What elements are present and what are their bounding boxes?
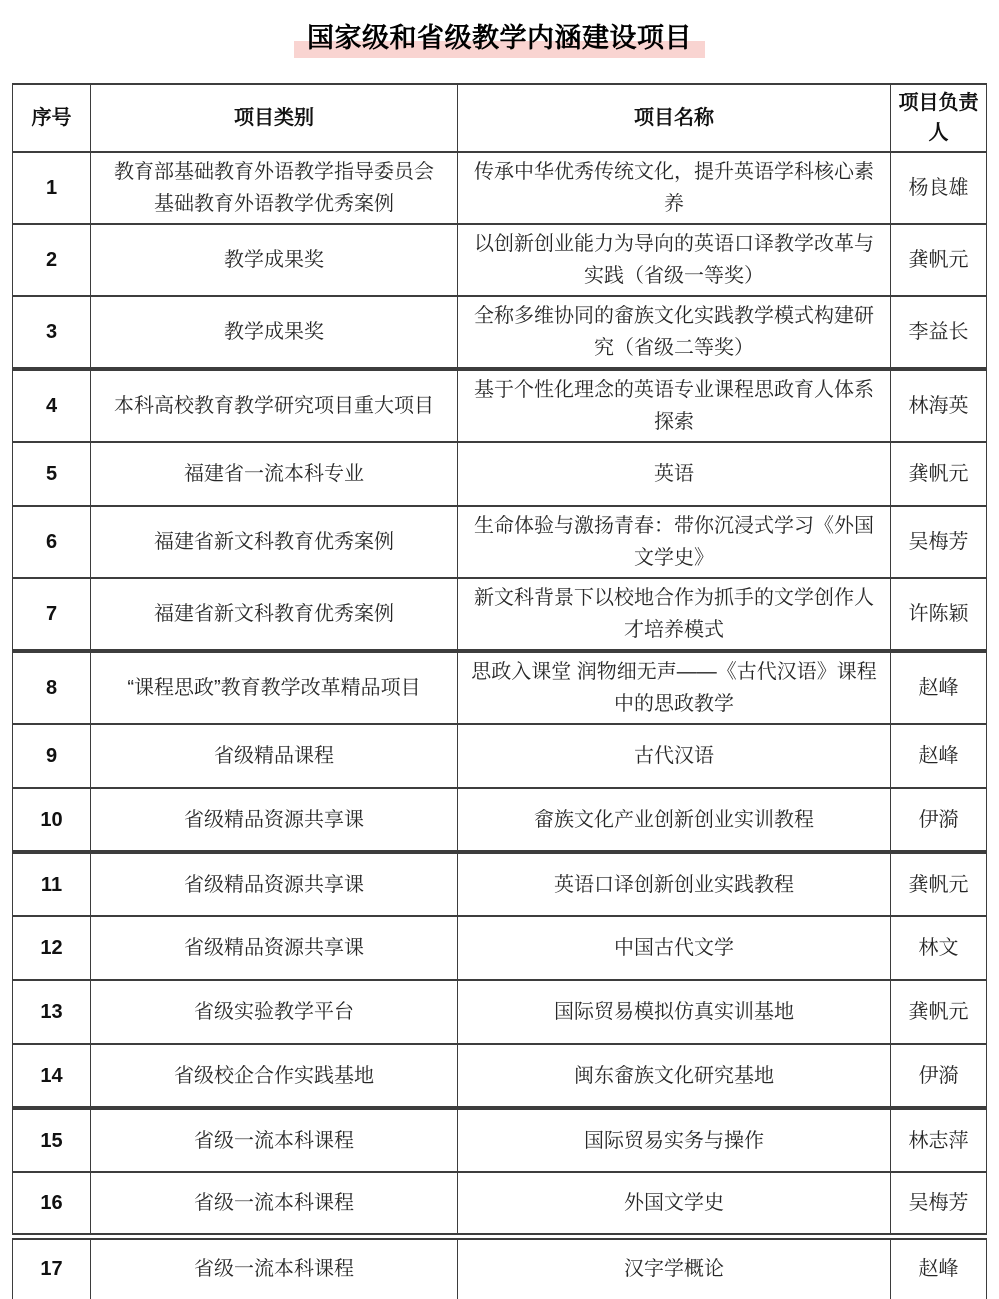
table-header (13, 84, 987, 152)
leader-cell: 龚帆元 (891, 852, 987, 916)
header-project-name: 项目名称 (458, 84, 891, 152)
category-cell: “课程思政”教育教学改革精品项目 (91, 651, 458, 724)
category-cell: 省级实验教学平台 (91, 980, 458, 1044)
category-cell: 省级一流本科课程 (91, 1236, 458, 1299)
table-row (13, 224, 987, 296)
category-cell: 省级一流本科课程 (91, 1108, 458, 1172)
table-row (13, 152, 987, 224)
row-number-cell: 17 (13, 1236, 91, 1299)
row-number-cell: 10 (13, 788, 91, 852)
row-number-cell: 13 (13, 980, 91, 1044)
category-cell: 福建省新文科教育优秀案例 (91, 506, 458, 578)
leader-cell: 林志萍 (891, 1108, 987, 1172)
category-cell: 教学成果奖 (91, 296, 458, 369)
leader-cell: 赵峰 (891, 1236, 987, 1299)
category-cell: 省级一流本科课程 (91, 1172, 458, 1236)
row-number-cell: 11 (13, 852, 91, 916)
table-row (13, 578, 987, 651)
header-row (13, 84, 987, 152)
page-title (0, 20, 999, 56)
project-name-cell: 国际贸易实务与操作 (458, 1108, 891, 1172)
category-cell: 福建省新文科教育优秀案例 (91, 578, 458, 651)
table-row (13, 1108, 987, 1172)
leader-cell: 赵峰 (891, 724, 987, 788)
category-cell: 省级精品课程 (91, 724, 458, 788)
row-number-cell: 3 (13, 296, 91, 369)
table-body (13, 152, 987, 1299)
table-row (13, 296, 987, 369)
table-row (13, 916, 987, 980)
leader-cell: 吴梅芳 (891, 506, 987, 578)
leader-cell: 赵峰 (891, 651, 987, 724)
project-name-cell: 国际贸易模拟仿真实训基地 (458, 980, 891, 1044)
leader-cell: 许陈颖 (891, 578, 987, 651)
category-cell: 省级精品资源共享课 (91, 916, 458, 980)
leader-cell: 李益长 (891, 296, 987, 369)
project-name-cell: 古代汉语 (458, 724, 891, 788)
project-name-cell: 英语口译创新创业实践教程 (458, 852, 891, 916)
table-row (13, 1236, 987, 1299)
project-name-cell: 全称多维协同的畲族文化实践教学模式构建研究（省级二等奖） (458, 296, 891, 369)
table-row (13, 788, 987, 852)
category-cell: 本科高校教育教学研究项目重大项目 (91, 369, 458, 442)
project-name-cell: 思政入课堂 润物细无声——《古代汉语》课程中的思政教学 (458, 651, 891, 724)
leader-cell: 林海英 (891, 369, 987, 442)
table-row (13, 724, 987, 788)
project-name-cell: 外国文学史 (458, 1172, 891, 1236)
project-name-cell: 汉字学概论 (458, 1236, 891, 1299)
project-name-cell: 新文科背景下以校地合作为抓手的文学创作人才培养模式 (458, 578, 891, 651)
row-number-cell: 4 (13, 369, 91, 442)
leader-cell: 龚帆元 (891, 442, 987, 506)
project-name-cell: 以创新创业能力为导向的英语口译教学改革与实践（省级一等奖） (458, 224, 891, 296)
title-highlight: 国家级和省级教学内涵建设项目 (294, 23, 705, 58)
row-number-cell: 15 (13, 1108, 91, 1172)
leader-cell: 龚帆元 (891, 224, 987, 296)
leader-cell: 杨良雄 (891, 152, 987, 224)
row-number-cell: 12 (13, 916, 91, 980)
leader-cell: 伊漪 (891, 788, 987, 852)
row-number-cell: 6 (13, 506, 91, 578)
category-cell: 教育部基础教育外语教学指导委员会基础教育外语教学优秀案例 (91, 152, 458, 224)
category-cell: 福建省一流本科专业 (91, 442, 458, 506)
project-name-cell: 基于个性化理念的英语专业课程思政育人体系探索 (458, 369, 891, 442)
table-row (13, 442, 987, 506)
table-row (13, 369, 987, 442)
project-name-cell: 生命体验与激扬青春：带你沉浸式学习《外国文学史》 (458, 506, 891, 578)
row-number-cell: 1 (13, 152, 91, 224)
row-number-cell: 16 (13, 1172, 91, 1236)
project-name-cell: 闽东畲族文化研究基地 (458, 1044, 891, 1108)
row-number-cell: 14 (13, 1044, 91, 1108)
project-name-cell: 英语 (458, 442, 891, 506)
project-name-cell: 畲族文化产业创新创业实训教程 (458, 788, 891, 852)
table-row (13, 852, 987, 916)
table-row (13, 1044, 987, 1108)
table-row (13, 1172, 987, 1236)
table-row (13, 980, 987, 1044)
project-name-cell: 传承中华优秀传统文化，提升英语学科核心素养 (458, 152, 891, 224)
row-number-cell: 9 (13, 724, 91, 788)
header-leader: 项目负责人 (891, 84, 987, 152)
category-cell: 省级校企合作实践基地 (91, 1044, 458, 1108)
leader-cell: 林文 (891, 916, 987, 980)
row-number-cell: 7 (13, 578, 91, 651)
table-row (13, 506, 987, 578)
projects-table (12, 83, 987, 1299)
header-category: 项目类别 (91, 84, 458, 152)
leader-cell: 吴梅芳 (891, 1172, 987, 1236)
table-row (13, 651, 987, 724)
leader-cell: 龚帆元 (891, 980, 987, 1044)
row-number-cell: 5 (13, 442, 91, 506)
row-number-cell: 2 (13, 224, 91, 296)
leader-cell: 伊漪 (891, 1044, 987, 1108)
category-cell: 省级精品资源共享课 (91, 788, 458, 852)
header-index: 序号 (13, 84, 91, 152)
category-cell: 省级精品资源共享课 (91, 852, 458, 916)
category-cell: 教学成果奖 (91, 224, 458, 296)
row-number-cell: 8 (13, 651, 91, 724)
project-name-cell: 中国古代文学 (458, 916, 891, 980)
